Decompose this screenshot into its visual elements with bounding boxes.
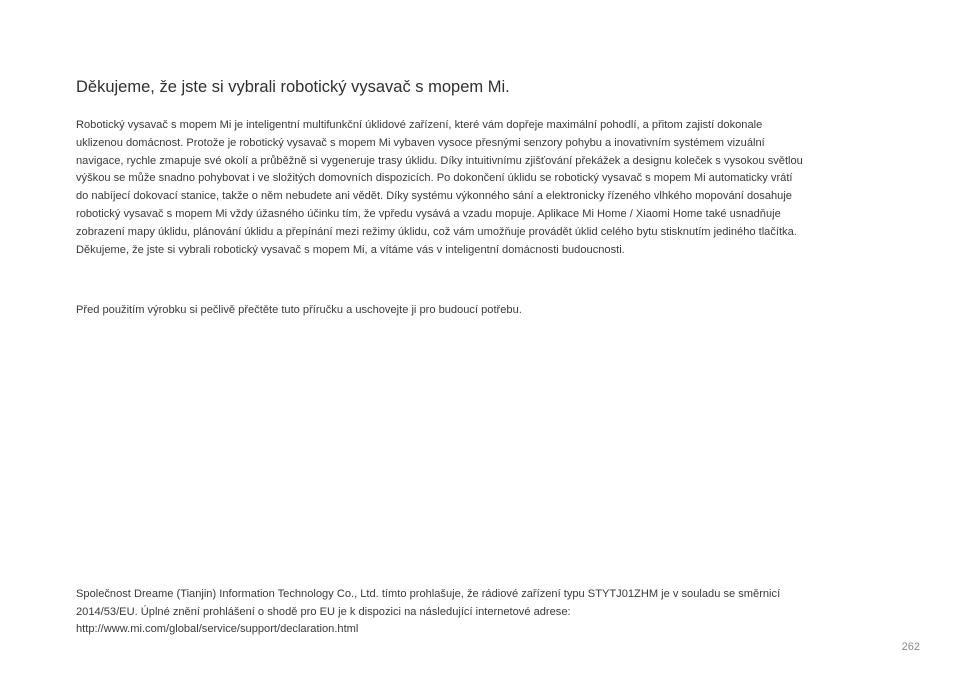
read-manual-note: Před použitím výrobku si pečlivě přečtěte tuto příručku a uschovejte ji pro budoucí potřebu. — [76, 304, 522, 316]
intro-line: do nabíjecí dokovací stanice, takže o něm nebudete ani vědět. Díky systému výkonného sání a elektronicky řízeného vlhkého mopování dosahuje — [76, 190, 792, 203]
page-number: 262 — [901, 641, 920, 653]
intro-line: uklizenou domácnost. Protože je robotický vysavač s mopem Mi vybaven vysoce přesnými senzory pohybu a inovativním systémem vizuální — [76, 136, 765, 149]
intro-line: robotický vysavač s mopem Mi vždy úžasného účinku tím, že vpředu vysává a vzadu mopuje. Aplikace Mi Home / Xiaomi Home také usnadňuje — [76, 207, 781, 220]
declaration-line: Společnost Dreame (Tianjin) Information Technology Co., Ltd. tímto prohlašuje, že rádiové zařízení typu STYTJ01ZHM je v souladu se směrnicí — [76, 588, 781, 600]
page-title: Děkujeme, že jste si vybrali robotický vysavač s mopem Mi. — [76, 78, 510, 96]
declaration-url: http://www.mi.com/global/service/support/declaration.html — [76, 623, 359, 635]
intro-line: Děkujeme, že jste si vybrali robotický vysavač s mopem Mi, a vítáme vás v inteligentní domácnosti budoucnosti. — [76, 243, 625, 256]
intro-line: výškou se může snadno pohybovat i ve složitých domovních dispozicích. Po dokončení úklidu se robotický vysavač s mopem Mi automaticky vrátí — [76, 172, 793, 185]
intro-line: Robotický vysavač s mopem Mi je inteligentní multifunkční úklidové zařízení, které vám dopřeje maximální pohodlí, a přitom zajistí dokonale — [76, 119, 763, 131]
intro-paragraph — [76, 117, 896, 259]
eu-declaration — [76, 586, 896, 639]
declaration-line: 2014/53/EU. Úplné znění prohlášení o shodě pro EU je k dispozici na následující internetové adrese: — [76, 605, 571, 618]
intro-line: zobrazení mapy úklidu, plánování úklidu a přepínání mezi režimy úklidu, což vám umožňuje provádět úklid celého bytu stisknutím jediného tlačítka. — [76, 225, 797, 238]
intro-line: navigace, rychle zmapuje své okolí a průběžně si vygeneruje trasy úklidu. Díky intuitivnímu zjišťování překážek a designu koleček s vysokou světlou — [76, 154, 803, 167]
